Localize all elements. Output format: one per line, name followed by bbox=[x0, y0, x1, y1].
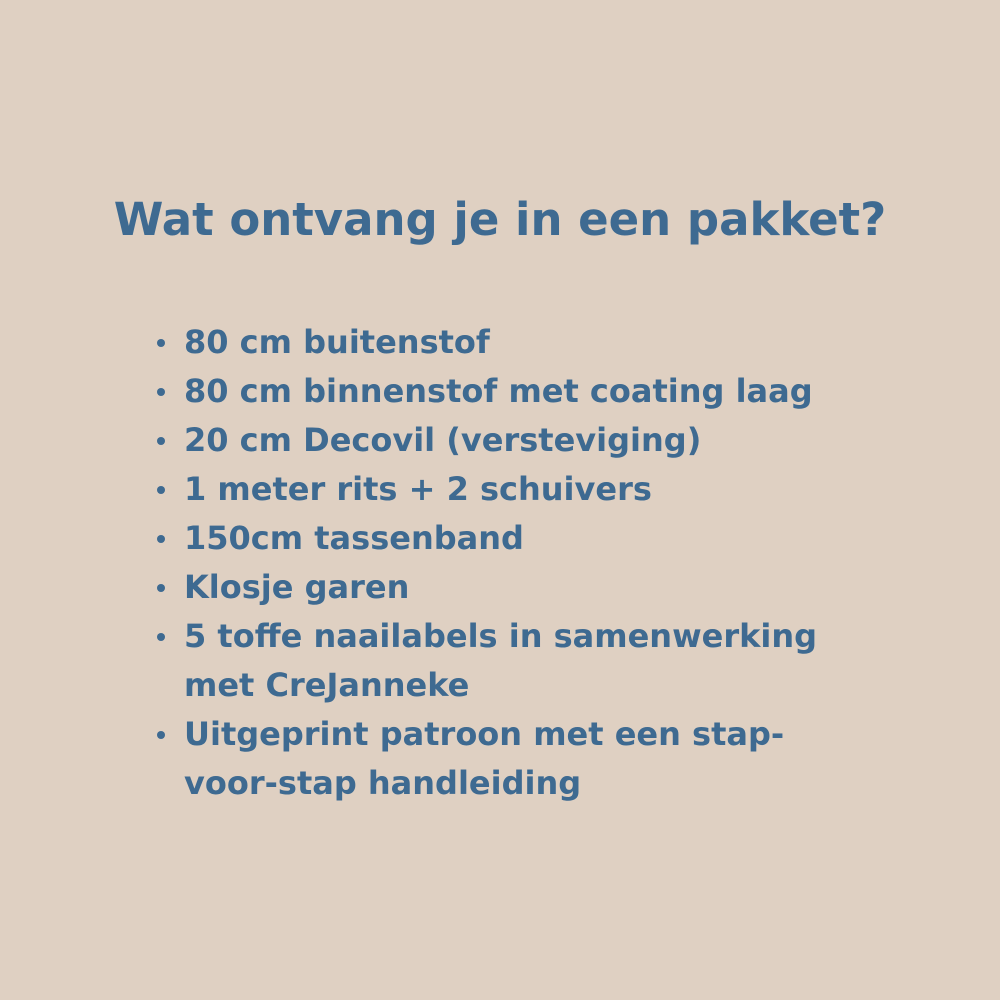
bullet-icon bbox=[157, 437, 165, 445]
bullet-icon bbox=[157, 339, 165, 347]
list-item-label: 5 toffe naailabels in samenwerking met CreJanneke bbox=[184, 617, 818, 704]
list-item bbox=[152, 710, 872, 808]
list-item-label: 20 cm Decovil (versteviging) bbox=[184, 421, 702, 459]
list-item-label: 80 cm buitenstof bbox=[184, 323, 490, 361]
bullet-icon bbox=[157, 388, 165, 396]
page-title: Wat ontvang je in een pakket? bbox=[113, 193, 887, 246]
bullet-icon bbox=[157, 584, 165, 592]
list-item bbox=[152, 465, 872, 514]
list-item bbox=[152, 514, 872, 563]
bullet-icon bbox=[157, 535, 165, 543]
list-item bbox=[152, 367, 872, 416]
list-item-label: Uitgeprint patroon met een stap-voor-stap handleiding bbox=[184, 715, 785, 802]
list-item-label: 1 meter rits + 2 schuivers bbox=[184, 470, 652, 508]
bullet-icon bbox=[157, 633, 165, 641]
bullet-icon bbox=[157, 486, 165, 494]
package-contents-list bbox=[152, 318, 872, 808]
list-item-label: 150cm tassenband bbox=[184, 519, 524, 557]
bullet-icon bbox=[157, 731, 165, 739]
list-item bbox=[152, 318, 872, 367]
list-item-label: Klosje garen bbox=[184, 568, 410, 606]
list-item bbox=[152, 416, 872, 465]
list-item bbox=[152, 563, 872, 612]
list-item-label: 80 cm binnenstof met coating laag bbox=[184, 372, 813, 410]
list-item bbox=[152, 612, 872, 710]
